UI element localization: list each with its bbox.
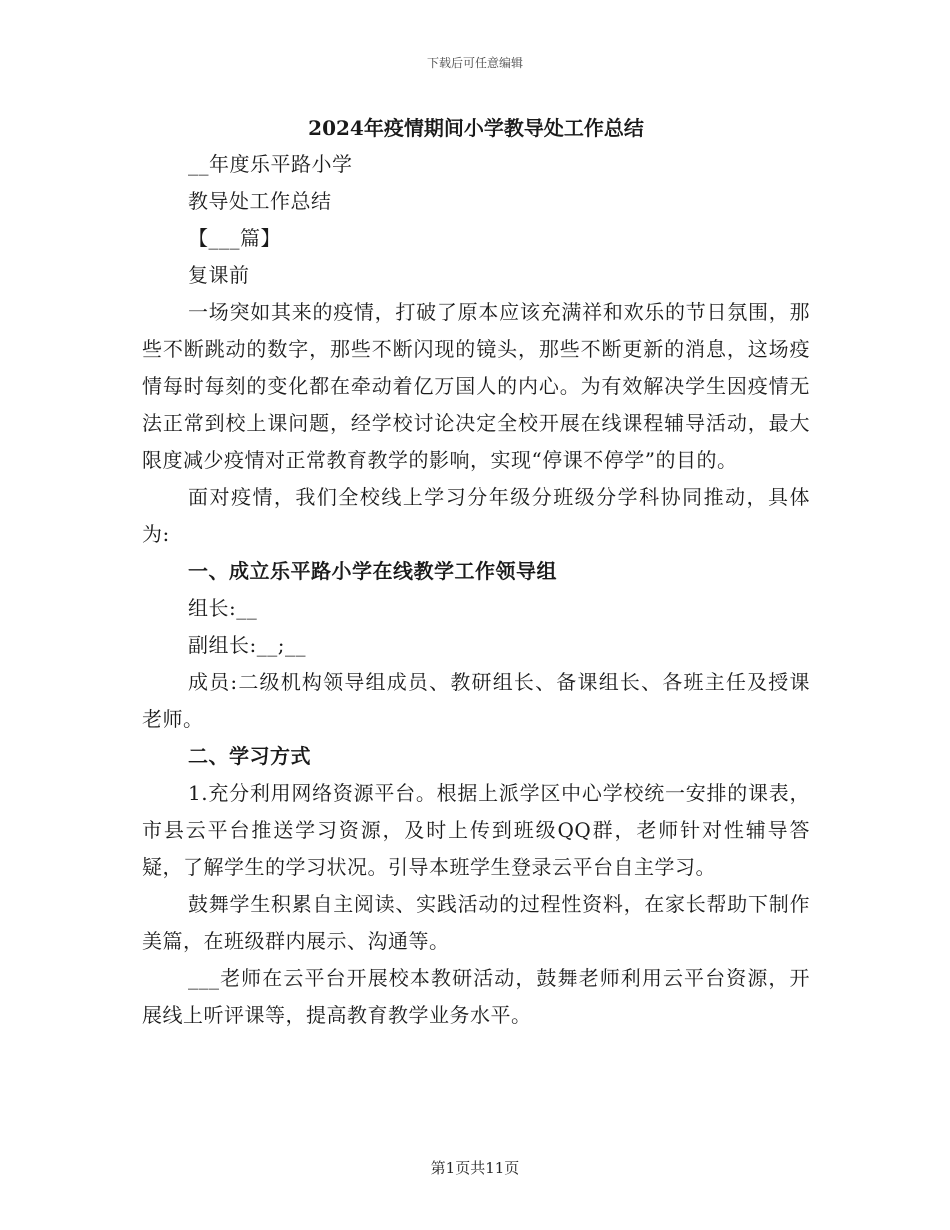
section2-heading: 二、学习方式 xyxy=(188,744,311,768)
deputy-leader-line: 副组长:__;__ xyxy=(188,633,306,657)
page-header-note: 下载后可任意编辑 xyxy=(426,56,523,70)
intro-paragraph: 一场突如其来的疫情，打破了原本应该充满祥和欢乐的节日氛围，那些不断跳动的数字，那些不断闪现的镜头，那些不断更新的消息，这场疫情每时每刻的变化都在牵动着亿万国人的内心。为有效解决学生因疫情无法正常到校上课问题，经学校讨论决定全校开展在线课程辅导活动，最大限度减少疫情对正常教育教学的影响，实现“停课不停学”的目的。 xyxy=(142,300,810,472)
document-body xyxy=(142,110,810,1034)
year-school-line: __年度乐平路小学 xyxy=(188,152,353,176)
overview-paragraph: 面对疫情，我们全校线上学习分年级分班级分学科协同推动，具体为: xyxy=(142,485,810,546)
teacher-research-paragraph: ___老师在云平台开展校本教研活动，鼓舞老师利用云平台资源，开展线上听评课等，提高教育教学业务水平。 xyxy=(142,966,810,1027)
report-type-line: 教导处工作总结 xyxy=(188,189,332,213)
resource-platform-paragraph: 1.充分利用网络资源平台。根据上派学区中心学校统一安排的课表，市县云平台推送学习资源，及时上传到班级QQ群，老师针对性辅导答疑，了解学生的学习状况。引导本班学生登录云平台自主学习。 xyxy=(142,781,810,879)
section1-heading: 一、成立乐平路小学在线教学工作领导组 xyxy=(188,559,557,583)
student-encouragement-paragraph: 鼓舞学生积累自主阅读、实践活动的过程性资料，在家长帮助下制作美篇，在班级群内展示、沟通等。 xyxy=(142,892,810,953)
phase-line: 复课前 xyxy=(188,263,250,287)
members-paragraph: 成员:二级机构领导组成员、教研组长、备课组长、各班主任及授课老师。 xyxy=(142,670,810,731)
chapter-line: 【___篇】 xyxy=(188,226,281,250)
page-footer-number: 第1页共11页 xyxy=(430,1159,520,1177)
document-title: 2024年疫情期间小学教导处工作总结 xyxy=(308,116,644,140)
leader-line: 组长:__ xyxy=(188,596,258,620)
